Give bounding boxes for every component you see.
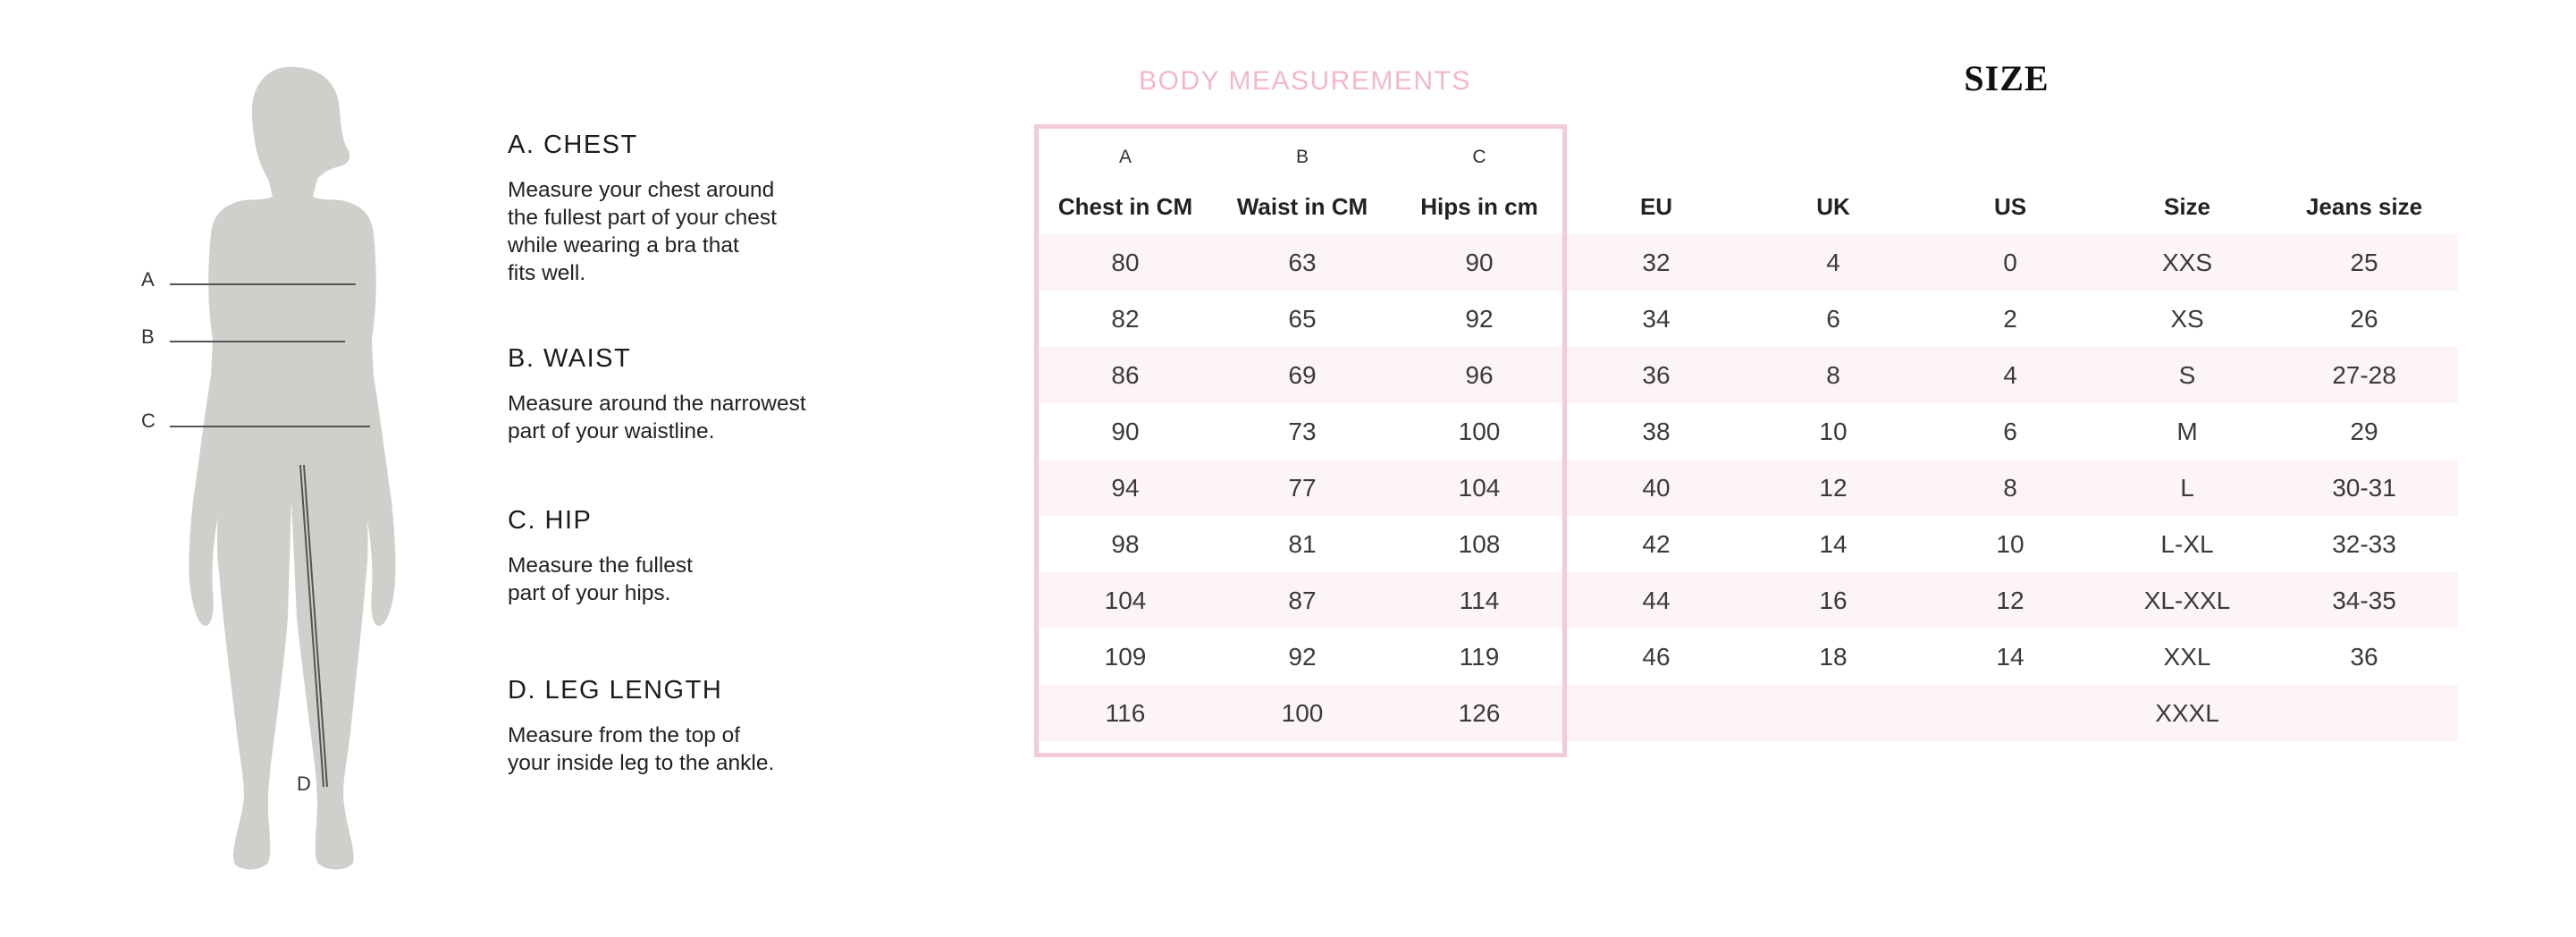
guide-text: Measure from the top of xyxy=(508,723,741,747)
table-cell: 69 xyxy=(1288,360,1317,389)
table-row xyxy=(1037,403,2458,460)
table-cell: 108 xyxy=(1458,529,1501,558)
table-cell: 77 xyxy=(1288,473,1317,502)
table-cell: 0 xyxy=(2003,248,2017,276)
table-cell: 34-35 xyxy=(2332,586,2396,614)
body-measurements-title: BODY MEASUREMENTS xyxy=(1139,66,1471,96)
table-cell: 32-33 xyxy=(2332,529,2396,558)
table-cell: 87 xyxy=(1288,586,1317,614)
guide-text: Measure the fullest xyxy=(508,553,693,578)
table-cell: 114 xyxy=(1459,586,1500,614)
table-cell: 100 xyxy=(1458,417,1501,445)
table-cell: 90 xyxy=(1465,248,1494,276)
table-cell: 6 xyxy=(1826,304,1840,333)
guide-chest xyxy=(508,131,901,287)
marker-b: B xyxy=(141,325,155,348)
table-cell: 98 xyxy=(1111,529,1140,558)
table-cell: S xyxy=(2178,360,2196,389)
table-cell: 90 xyxy=(1111,417,1140,445)
table-cell: 14 xyxy=(1819,529,1848,558)
table-row xyxy=(1037,347,2458,403)
table-row xyxy=(1037,234,2458,291)
table-cell: 18 xyxy=(1819,642,1848,671)
column-header: UK xyxy=(1816,192,1850,220)
guide-heading: B. WAIST xyxy=(508,344,632,373)
column-header: Hips in cm xyxy=(1420,192,1538,220)
table-cell: 119 xyxy=(1459,642,1500,671)
table-cell: 104 xyxy=(1104,586,1147,614)
body-figure xyxy=(0,0,465,937)
table-cell: 4 xyxy=(1826,248,1840,276)
table-cell: 44 xyxy=(1642,586,1671,614)
table-cell: XS xyxy=(2170,304,2204,333)
table-cell: 86 xyxy=(1111,360,1140,389)
table-cell: 34 xyxy=(1642,304,1671,333)
table-cell: 12 xyxy=(1819,473,1848,502)
guide-text: while wearing a bra that xyxy=(508,233,739,257)
guide-text: part of your hips. xyxy=(508,581,671,605)
table-cell: 8 xyxy=(2003,473,2017,502)
guide-hip xyxy=(508,506,901,607)
table-cell: 10 xyxy=(1819,417,1848,445)
table-cell: 80 xyxy=(1111,248,1140,276)
guide-heading: A. CHEST xyxy=(508,131,638,159)
table-cell: 65 xyxy=(1288,304,1317,333)
table-cell: 27-28 xyxy=(2332,360,2396,389)
table-cell: L-XL xyxy=(2160,529,2214,558)
column-header: Waist in CM xyxy=(1236,192,1368,220)
table-cell: XXXL xyxy=(2155,698,2219,727)
column-header: US xyxy=(1993,192,2027,220)
marker-c: C xyxy=(141,409,156,432)
guide-text: part of your waistline. xyxy=(508,419,715,443)
table-cell: 46 xyxy=(1642,642,1671,671)
table-cell: 92 xyxy=(1465,304,1494,333)
table-cell: 36 xyxy=(1642,360,1671,389)
table-cell: 25 xyxy=(2350,248,2378,276)
guide-waist xyxy=(508,344,901,445)
table-cell: 36 xyxy=(2350,642,2378,671)
column-header: Jeans size xyxy=(2305,192,2423,220)
column-header: Chest in CM xyxy=(1057,192,1193,220)
table-cell: M xyxy=(2176,417,2198,445)
table-cell: 14 xyxy=(1996,642,2025,671)
table-cell: 126 xyxy=(1458,698,1501,727)
size-title: SIZE xyxy=(1964,58,2050,98)
column-letter: B xyxy=(1295,147,1309,167)
table-cell: 30-31 xyxy=(2332,473,2396,502)
column-letter: A xyxy=(1118,147,1132,167)
marker-d: D xyxy=(297,772,311,795)
table-cell: 94 xyxy=(1111,473,1140,502)
size-table xyxy=(1037,125,2458,741)
table-cell: XXS xyxy=(2161,248,2213,276)
table-cell: 82 xyxy=(1111,304,1140,333)
table-cell: 6 xyxy=(2003,417,2017,445)
table-cell: L xyxy=(2180,473,2194,502)
letter-row xyxy=(1037,125,2458,179)
table-cell: 42 xyxy=(1642,529,1671,558)
table-cell: 81 xyxy=(1288,529,1317,558)
guide-text: fits well. xyxy=(508,261,586,285)
table-cell: 73 xyxy=(1288,417,1317,445)
guide-text: your inside leg to the ankle. xyxy=(508,751,775,775)
table-cell: 29 xyxy=(2350,417,2378,445)
table-cell: 12 xyxy=(1996,586,2025,614)
table-cell: 92 xyxy=(1288,642,1317,671)
guide-text: Measure around the narrowest xyxy=(508,392,806,416)
table-row xyxy=(1037,685,2458,741)
table-cell: XL-XXL xyxy=(2143,586,2231,614)
guide-text: the fullest part of your chest xyxy=(508,206,777,230)
guide-heading: C. HIP xyxy=(508,506,593,535)
table-row xyxy=(1037,291,2458,347)
table-cell: 8 xyxy=(1826,360,1840,389)
table-cell: 32 xyxy=(1642,248,1671,276)
guide-heading: D. LEG LENGTH xyxy=(508,676,723,705)
guide-leg-length xyxy=(508,676,901,777)
table-cell: 109 xyxy=(1104,642,1147,671)
table-cell: 26 xyxy=(2350,304,2378,333)
marker-a: A xyxy=(141,268,155,291)
guide-text: Measure your chest around xyxy=(508,178,775,202)
column-header: Size xyxy=(2163,192,2211,220)
table-row xyxy=(1037,572,2458,629)
table-row xyxy=(1037,629,2458,685)
table-cell: 16 xyxy=(1819,586,1848,614)
table-cell: XXL xyxy=(2163,642,2211,671)
table-cell: 96 xyxy=(1465,360,1494,389)
woman-silhouette-icon xyxy=(0,0,465,937)
column-letter: C xyxy=(1472,147,1486,167)
table-cell: 116 xyxy=(1105,698,1146,727)
table-cell: 4 xyxy=(2003,360,2017,389)
table-body xyxy=(1037,234,2458,741)
table-row xyxy=(1037,460,2458,516)
table-cell: 104 xyxy=(1458,473,1501,502)
table-cell: 10 xyxy=(1996,529,2025,558)
table-cell: 63 xyxy=(1288,248,1317,276)
table-cell: 2 xyxy=(2003,304,2017,333)
table-cell: 100 xyxy=(1281,698,1324,727)
header-row xyxy=(1037,179,2458,234)
table-cell: 38 xyxy=(1642,417,1671,445)
table-row xyxy=(1037,516,2458,572)
table-cell: 40 xyxy=(1642,473,1671,502)
column-header: EU xyxy=(1639,192,1673,220)
